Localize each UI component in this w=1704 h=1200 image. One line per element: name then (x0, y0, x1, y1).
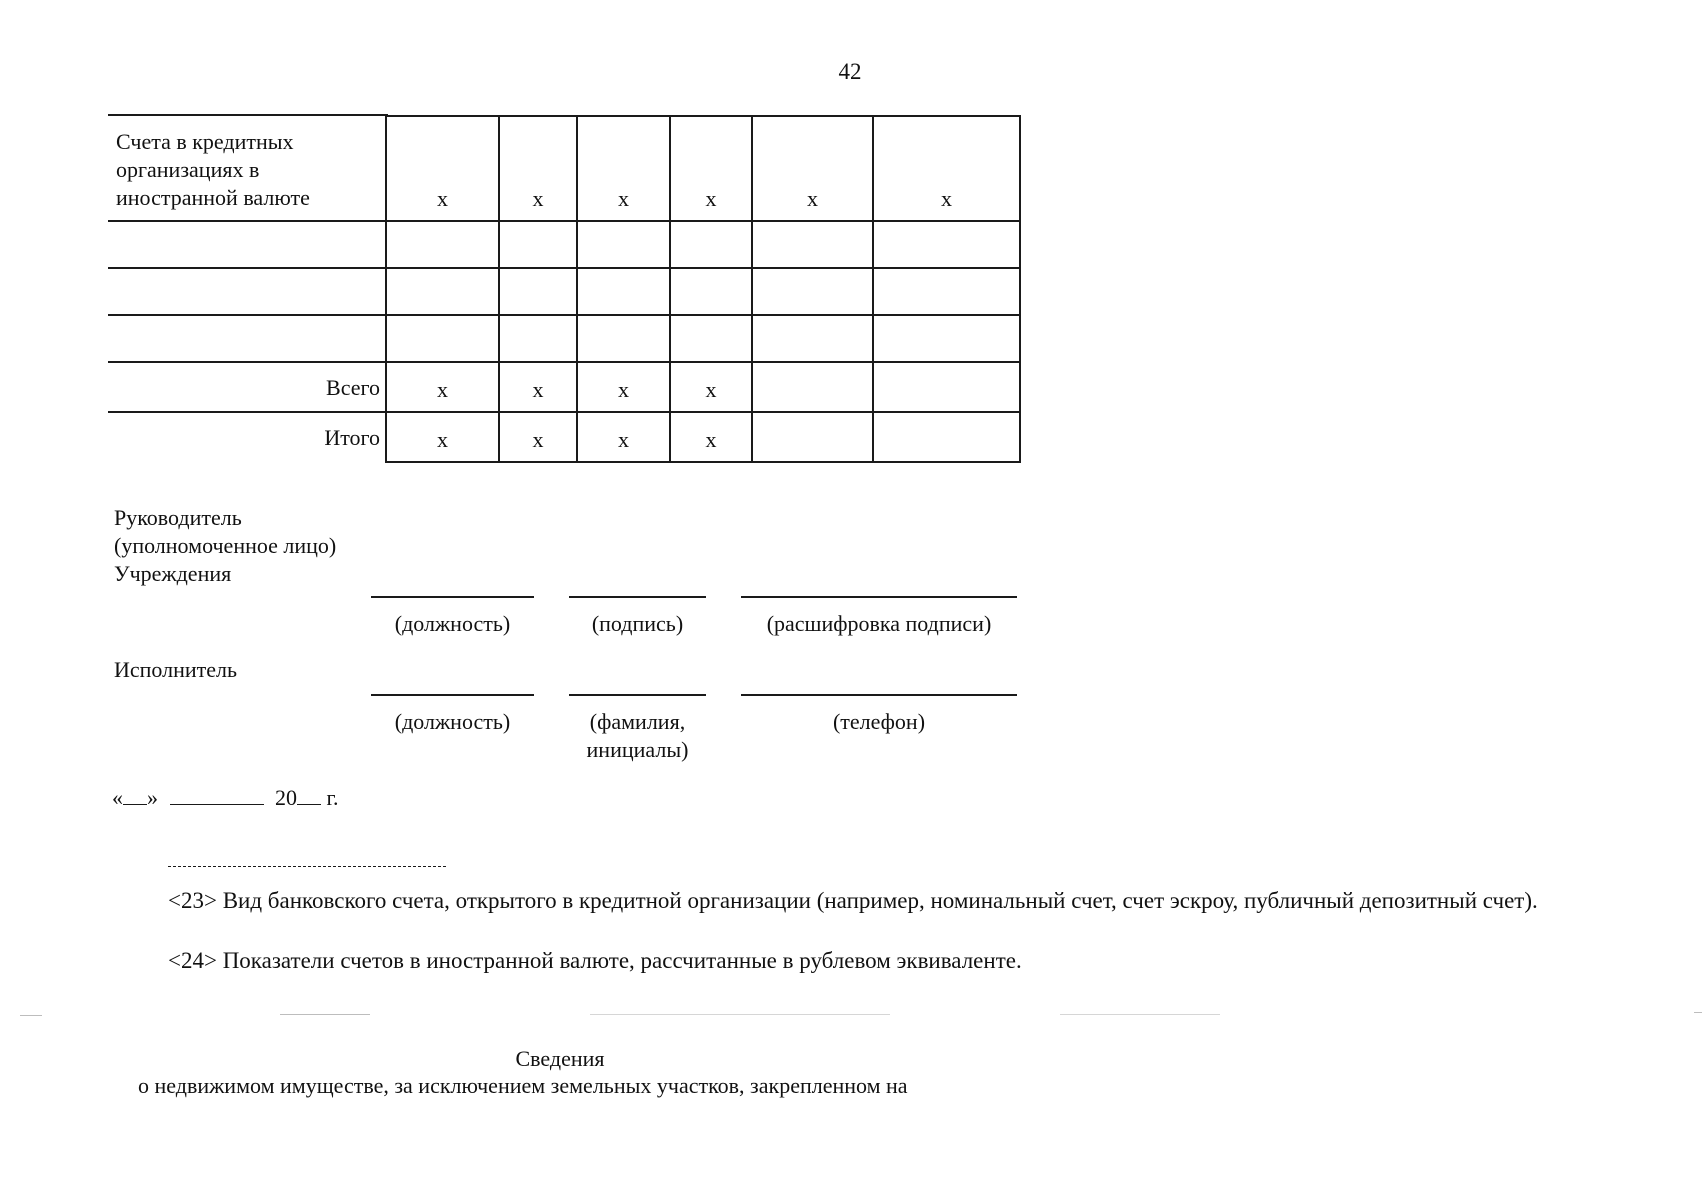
x-mark: x (437, 186, 448, 211)
table-rule (386, 461, 1021, 463)
x-mark: x (532, 377, 544, 402)
table-rule (108, 114, 388, 116)
page-number: 42 (838, 59, 862, 84)
table-rule (1019, 115, 1021, 463)
x-mark: x (532, 427, 544, 452)
table-rule (498, 115, 500, 463)
signature-line (371, 596, 534, 598)
caption-decoding: (расшифровка подписи) (766, 611, 992, 636)
table-rule (576, 115, 578, 463)
signature-line (569, 694, 706, 696)
x-mark: x (437, 427, 448, 452)
table-rule (108, 314, 1021, 316)
caption-position: (должность) (394, 709, 511, 734)
table-rule (108, 411, 1021, 413)
date-line (112, 785, 339, 811)
head-label-line: Учреждения (114, 561, 232, 586)
x-mark: x (618, 427, 629, 452)
signature-line (741, 596, 1017, 598)
table-rule (669, 115, 671, 463)
scan-artifact (280, 1014, 370, 1015)
signature-line (741, 694, 1017, 696)
day-blank (123, 803, 147, 805)
scan-artifact (1694, 1012, 1702, 1013)
scan-artifact (20, 1015, 42, 1016)
table-rule (386, 115, 1021, 117)
caption-position: (должность) (394, 611, 511, 636)
month-blank (170, 803, 264, 805)
caption-phone: (телефон) (832, 709, 926, 734)
table-rule (872, 115, 874, 463)
caption-surname-line: (фамилия, (589, 709, 686, 734)
caption-signature: (подпись) (591, 611, 684, 636)
date-close-quote: » (147, 785, 158, 810)
head-label-line: Руководитель (114, 505, 242, 530)
head-label-line: (уполномоченное лицо) (114, 533, 337, 558)
x-mark: x (705, 377, 717, 402)
date-open-quote: « (112, 785, 123, 810)
footnote-24: <24> Показатели счетов в иностранной валюте, рассчитанные в рублевом эквиваленте. (168, 948, 1022, 973)
x-mark: x (705, 427, 717, 452)
caption-surname (569, 708, 706, 764)
year-prefix: 20 (275, 785, 297, 810)
x-mark: x (618, 377, 629, 402)
section-subtitle: о недвижимом имуществе, за исключением земельных участков, закрепленном на (138, 1073, 908, 1098)
scan-artifact (590, 1014, 890, 1015)
x-mark: x (705, 186, 717, 211)
table-rule (108, 361, 1021, 363)
caption-surname-line: инициалы) (586, 737, 689, 762)
row-label-grand-total: Итого (324, 425, 380, 450)
table-rule (108, 220, 1021, 222)
footnote-separator (168, 866, 446, 867)
x-mark: x (618, 186, 629, 211)
x-mark: x (941, 186, 952, 211)
row-label-foreign-currency: Счета в кредитных организациях в иностранной валюте (116, 129, 310, 210)
head-label (114, 504, 336, 588)
x-mark: x (437, 377, 448, 402)
scan-artifact (1060, 1014, 1220, 1015)
table-rule (751, 115, 753, 463)
year-blank (297, 803, 321, 805)
x-mark: x (532, 186, 544, 211)
signature-line (371, 694, 534, 696)
signature-line (569, 596, 706, 598)
row-label-total: Всего (326, 375, 380, 400)
table-rule (108, 267, 1021, 269)
year-suffix: г. (326, 785, 339, 810)
executor-label: Исполнитель (114, 657, 238, 682)
table-rule (385, 115, 387, 463)
section-title: Сведения (515, 1046, 605, 1071)
x-mark: x (807, 186, 818, 211)
footnote-23: <23> Вид банковского счета, открытого в кредитной организации (например, номинальный счет, счет эскроу, публичный депозитный счет). (168, 888, 1538, 913)
